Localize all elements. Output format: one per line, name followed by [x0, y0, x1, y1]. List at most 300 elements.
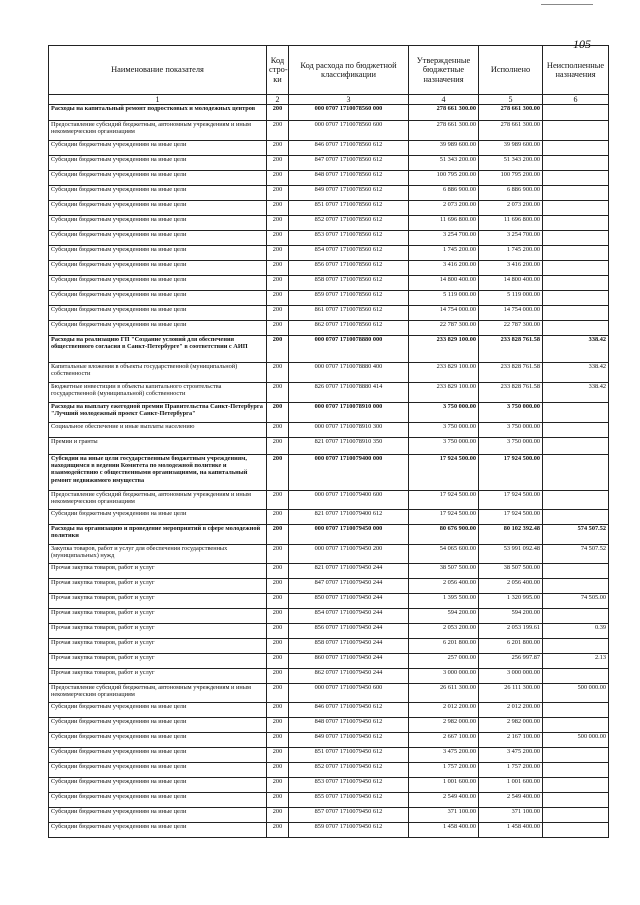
row-expense-code: 000 0707 1710078880 400	[289, 363, 409, 383]
row-unexecuted	[543, 291, 609, 306]
table-row	[49, 579, 609, 594]
row-line-code: 200	[267, 186, 289, 201]
table-row	[49, 216, 609, 231]
row-expense-code: 000 0707 1710078880 000	[289, 336, 409, 363]
row-unexecuted	[543, 491, 609, 510]
row-expense-code: 821 0707 1710078910 350	[289, 438, 409, 455]
row-unexecuted	[543, 201, 609, 216]
column-number: 1	[49, 95, 267, 105]
row-expense-code: 852 0707 1710078560 612	[289, 216, 409, 231]
row-expense-code: 848 0707 1710078560 612	[289, 171, 409, 186]
row-unexecuted	[543, 763, 609, 778]
row-name: Расходы на капитальный ремонт подростковых и молодежных центров	[49, 105, 267, 121]
row-unexecuted	[543, 609, 609, 624]
row-line-code: 200	[267, 793, 289, 808]
row-executed: 233 828 761.58	[479, 383, 543, 403]
table-row	[49, 491, 609, 510]
row-name: Субсидии бюджетным учреждениям на иные цели	[49, 231, 267, 246]
row-unexecuted	[543, 186, 609, 201]
row-line-code: 200	[267, 423, 289, 438]
row-name: Прочая закупка товаров, работ и услуг	[49, 564, 267, 579]
row-approved: 54 065 600.00	[409, 545, 479, 564]
table-row	[49, 669, 609, 684]
row-name: Субсидии бюджетным учреждениям на иные цели	[49, 510, 267, 525]
row-expense-code: 858 0707 1710079450 244	[289, 639, 409, 654]
row-approved: 233 829 100.00	[409, 383, 479, 403]
row-expense-code: 858 0707 1710078560 612	[289, 276, 409, 291]
row-name: Субсидии бюджетным учреждениям на иные цели	[49, 718, 267, 733]
row-executed: 39 989 600.00	[479, 141, 543, 156]
row-unexecuted: 338.42	[543, 363, 609, 383]
row-executed: 3 750 000.00	[479, 423, 543, 438]
row-executed: 1 458 400.00	[479, 823, 543, 838]
row-line-code: 200	[267, 684, 289, 703]
table-row	[49, 121, 609, 141]
row-approved: 6 201 800.00	[409, 639, 479, 654]
row-executed: 2 012 200.00	[479, 703, 543, 718]
row-approved: 1 001 600.00	[409, 778, 479, 793]
row-approved: 5 119 000.00	[409, 291, 479, 306]
row-name: Социальное обеспечение и иные выплаты населению	[49, 423, 267, 438]
row-expense-code: 846 0707 1710079450 612	[289, 703, 409, 718]
row-approved: 233 829 100.00	[409, 336, 479, 363]
row-expense-code: 862 0707 1710078560 612	[289, 321, 409, 336]
row-line-code: 200	[267, 105, 289, 121]
row-line-code: 200	[267, 438, 289, 455]
row-name: Прочая закупка товаров, работ и услуг	[49, 579, 267, 594]
row-expense-code: 862 0707 1710079450 244	[289, 669, 409, 684]
row-line-code: 200	[267, 321, 289, 336]
table-row	[49, 654, 609, 669]
row-executed: 22 787 300.00	[479, 321, 543, 336]
row-expense-code: 860 0707 1710079450 244	[289, 654, 409, 669]
row-name: Субсидии бюджетным учреждениям на иные цели	[49, 171, 267, 186]
table-row	[49, 336, 609, 363]
table-row	[49, 684, 609, 703]
row-expense-code: 851 0707 1710079450 612	[289, 748, 409, 763]
row-line-code: 200	[267, 703, 289, 718]
table-header-row	[49, 46, 609, 95]
row-executed: 6 886 900.00	[479, 186, 543, 201]
row-executed: 1 001 600.00	[479, 778, 543, 793]
row-unexecuted: 338.42	[543, 336, 609, 363]
row-line-code: 200	[267, 545, 289, 564]
table-row	[49, 718, 609, 733]
row-line-code: 200	[267, 201, 289, 216]
row-approved: 2 056 400.00	[409, 579, 479, 594]
row-expense-code: 853 0707 1710079450 612	[289, 778, 409, 793]
row-approved: 1 395 500.00	[409, 594, 479, 609]
row-name: Субсидии на иные цели государственным бюджетным учреждениям, находящимся в ведении Комитета по молодежной политике и взаимодействию с общественными организациями, на капитальный ремонт недвижимого имущества	[49, 455, 267, 491]
row-expense-code: 000 0707 1710078560 600	[289, 121, 409, 141]
header-line-code: Код стро-ки	[267, 46, 289, 95]
row-approved: 257 000.00	[409, 654, 479, 669]
row-executed: 6 201 800.00	[479, 639, 543, 654]
row-line-code: 200	[267, 171, 289, 186]
row-name: Прочая закупка товаров, работ и услуг	[49, 669, 267, 684]
row-name: Предоставление субсидий бюджетным, автономным учреждениям и иным некоммерческим организациям	[49, 684, 267, 703]
column-number: 4	[409, 95, 479, 105]
row-approved: 39 989 600.00	[409, 141, 479, 156]
row-name: Субсидии бюджетным учреждениям на иные цели	[49, 793, 267, 808]
row-expense-code: 847 0707 1710079450 244	[289, 579, 409, 594]
row-executed: 11 696 800.00	[479, 216, 543, 231]
table-row	[49, 778, 609, 793]
row-approved: 2 053 200.00	[409, 624, 479, 639]
row-unexecuted	[543, 246, 609, 261]
row-name: Субсидии бюджетным учреждениям на иные цели	[49, 261, 267, 276]
row-name: Субсидии бюджетным учреждениям на иные цели	[49, 216, 267, 231]
row-name: Капитальные вложения в объекты государственной (муниципальной) собственности	[49, 363, 267, 383]
table-row	[49, 733, 609, 748]
row-line-code: 200	[267, 808, 289, 823]
row-name: Субсидии бюджетным учреждениям на иные цели	[49, 748, 267, 763]
row-approved: 3 750 000.00	[409, 403, 479, 423]
row-name: Субсидии бюджетным учреждениям на иные цели	[49, 763, 267, 778]
row-expense-code: 000 0707 1710079400 600	[289, 491, 409, 510]
row-expense-code: 000 0707 1710078560 000	[289, 105, 409, 121]
row-line-code: 200	[267, 306, 289, 321]
row-executed: 26 111 300.00	[479, 684, 543, 703]
row-executed: 17 924 500.00	[479, 510, 543, 525]
row-approved: 17 924 500.00	[409, 491, 479, 510]
header-indicator-name: Наименование показателя	[49, 46, 267, 95]
row-line-code: 200	[267, 624, 289, 639]
row-unexecuted	[543, 231, 609, 246]
row-line-code: 200	[267, 261, 289, 276]
row-unexecuted	[543, 579, 609, 594]
row-expense-code: 854 0707 1710078560 612	[289, 246, 409, 261]
header-expense-code: Код расхода по бюджетной классификации	[289, 46, 409, 95]
row-line-code: 200	[267, 121, 289, 141]
row-unexecuted	[543, 261, 609, 276]
row-executed: 2 549 400.00	[479, 793, 543, 808]
row-line-code: 200	[267, 403, 289, 423]
row-unexecuted	[543, 718, 609, 733]
row-expense-code: 856 0707 1710078560 612	[289, 261, 409, 276]
row-unexecuted	[543, 423, 609, 438]
table-row	[49, 276, 609, 291]
row-line-code: 200	[267, 156, 289, 171]
row-line-code: 200	[267, 231, 289, 246]
row-unexecuted	[543, 793, 609, 808]
row-unexecuted: 500 000.00	[543, 733, 609, 748]
row-unexecuted	[543, 778, 609, 793]
table-row	[49, 141, 609, 156]
row-approved: 14 800 400.00	[409, 276, 479, 291]
row-unexecuted	[543, 403, 609, 423]
row-name: Субсидии бюджетным учреждениям на иные цели	[49, 703, 267, 718]
row-approved: 3 750 000.00	[409, 423, 479, 438]
row-approved: 594 200.00	[409, 609, 479, 624]
table-row	[49, 545, 609, 564]
header-approved: Утвержденные бюджетные назначения	[409, 46, 479, 95]
row-expense-code: 000 0707 1710078910 000	[289, 403, 409, 423]
row-executed: 5 119 000.00	[479, 291, 543, 306]
row-line-code: 200	[267, 276, 289, 291]
table-row	[49, 510, 609, 525]
table-row	[49, 246, 609, 261]
row-unexecuted	[543, 156, 609, 171]
row-line-code: 200	[267, 525, 289, 545]
row-approved: 51 343 200.00	[409, 156, 479, 171]
row-approved: 80 676 900.00	[409, 525, 479, 545]
row-line-code: 200	[267, 246, 289, 261]
row-expense-code: 859 0707 1710079450 612	[289, 823, 409, 838]
row-line-code: 200	[267, 718, 289, 733]
row-executed: 594 200.00	[479, 609, 543, 624]
row-name: Субсидии бюджетным учреждениям на иные цели	[49, 321, 267, 336]
row-executed: 278 661 300.00	[479, 105, 543, 121]
row-approved: 17 924 500.00	[409, 510, 479, 525]
row-approved: 3 254 700.00	[409, 231, 479, 246]
row-name: Предоставление субсидий бюджетным, автономным учреждениям и иным некоммерческим организациям	[49, 491, 267, 510]
row-name: Расходы на организацию и проведение мероприятий в сфере молодежной политики	[49, 525, 267, 545]
row-line-code: 200	[267, 141, 289, 156]
column-number: 3	[289, 95, 409, 105]
row-approved: 278 661 300.00	[409, 105, 479, 121]
table-row	[49, 594, 609, 609]
row-expense-code: 846 0707 1710078560 612	[289, 141, 409, 156]
row-expense-code: 853 0707 1710078560 612	[289, 231, 409, 246]
row-executed: 1 757 200.00	[479, 763, 543, 778]
table-row	[49, 455, 609, 491]
row-unexecuted	[543, 808, 609, 823]
row-line-code: 200	[267, 510, 289, 525]
row-unexecuted	[543, 216, 609, 231]
row-approved: 6 886 900.00	[409, 186, 479, 201]
row-expense-code: 000 0707 1710079450 000	[289, 525, 409, 545]
row-expense-code: 854 0707 1710079450 244	[289, 609, 409, 624]
row-executed: 38 507 500.00	[479, 564, 543, 579]
row-unexecuted: 74 507.52	[543, 545, 609, 564]
row-executed: 1 745 200.00	[479, 246, 543, 261]
row-unexecuted	[543, 748, 609, 763]
row-name: Субсидии бюджетным учреждениям на иные цели	[49, 246, 267, 261]
row-line-code: 200	[267, 748, 289, 763]
row-approved: 2 012 200.00	[409, 703, 479, 718]
table-row	[49, 793, 609, 808]
row-line-code: 200	[267, 363, 289, 383]
row-name: Субсидии бюджетным учреждениям на иные цели	[49, 823, 267, 838]
row-approved: 38 507 500.00	[409, 564, 479, 579]
row-executed: 371 100.00	[479, 808, 543, 823]
row-approved: 1 757 200.00	[409, 763, 479, 778]
row-approved: 2 549 400.00	[409, 793, 479, 808]
table-row	[49, 808, 609, 823]
row-unexecuted: 2.13	[543, 654, 609, 669]
row-executed: 233 828 761.58	[479, 363, 543, 383]
row-expense-code: 821 0707 1710079450 244	[289, 564, 409, 579]
table-row	[49, 306, 609, 321]
row-unexecuted	[543, 669, 609, 684]
row-expense-code: 851 0707 1710078560 612	[289, 201, 409, 216]
header-executed: Исполнено	[479, 46, 543, 95]
row-approved: 3 750 000.00	[409, 438, 479, 455]
row-line-code: 200	[267, 336, 289, 363]
row-unexecuted	[543, 171, 609, 186]
row-line-code: 200	[267, 654, 289, 669]
row-expense-code: 852 0707 1710079450 612	[289, 763, 409, 778]
table-row	[49, 748, 609, 763]
row-unexecuted	[543, 306, 609, 321]
row-name: Прочая закупка товаров, работ и услуг	[49, 639, 267, 654]
row-executed: 3 254 700.00	[479, 231, 543, 246]
row-line-code: 200	[267, 291, 289, 306]
row-expense-code: 849 0707 1710078560 612	[289, 186, 409, 201]
row-line-code: 200	[267, 669, 289, 684]
row-executed: 2 053 199.61	[479, 624, 543, 639]
row-unexecuted	[543, 510, 609, 525]
row-executed: 3 750 000.00	[479, 438, 543, 455]
row-approved: 2 667 100.00	[409, 733, 479, 748]
row-executed: 2 167 100.00	[479, 733, 543, 748]
row-expense-code: 859 0707 1710078560 612	[289, 291, 409, 306]
row-executed: 53 991 092.48	[479, 545, 543, 564]
row-approved: 11 696 800.00	[409, 216, 479, 231]
row-name: Субсидии бюджетным учреждениям на иные цели	[49, 156, 267, 171]
table-row	[49, 363, 609, 383]
row-expense-code: 857 0707 1710079450 612	[289, 808, 409, 823]
row-name: Премии и гранты	[49, 438, 267, 455]
row-line-code: 200	[267, 763, 289, 778]
row-executed: 2 073 200.00	[479, 201, 543, 216]
column-number: 6	[543, 95, 609, 105]
column-number: 5	[479, 95, 543, 105]
row-line-code: 200	[267, 564, 289, 579]
row-approved: 2 073 200.00	[409, 201, 479, 216]
row-name: Прочая закупка товаров, работ и услуг	[49, 624, 267, 639]
row-name: Субсидии бюджетным учреждениям на иные цели	[49, 141, 267, 156]
row-executed: 80 102 392.48	[479, 525, 543, 545]
row-unexecuted	[543, 455, 609, 491]
table-row	[49, 763, 609, 778]
row-executed: 3 750 000.00	[479, 403, 543, 423]
row-line-code: 200	[267, 609, 289, 624]
row-line-code: 200	[267, 778, 289, 793]
table-row	[49, 403, 609, 423]
row-expense-code: 000 0707 1710078910 300	[289, 423, 409, 438]
row-approved: 233 829 100.00	[409, 363, 479, 383]
row-approved: 3 416 200.00	[409, 261, 479, 276]
row-approved: 371 100.00	[409, 808, 479, 823]
row-executed: 51 343 200.00	[479, 156, 543, 171]
row-executed: 278 661 300.00	[479, 121, 543, 141]
row-unexecuted	[543, 321, 609, 336]
table-row	[49, 624, 609, 639]
table-body	[49, 105, 609, 838]
row-name: Прочая закупка товаров, работ и услуг	[49, 609, 267, 624]
table-row	[49, 639, 609, 654]
header-unexecuted: Неисполненные назначения	[543, 46, 609, 95]
row-line-code: 200	[267, 491, 289, 510]
row-unexecuted: 574 507.52	[543, 525, 609, 545]
table-row	[49, 156, 609, 171]
row-executed: 17 924 500.00	[479, 491, 543, 510]
row-executed: 17 924 500.00	[479, 455, 543, 491]
table-row	[49, 564, 609, 579]
table-row	[49, 321, 609, 336]
row-name: Субсидии бюджетным учреждениям на иные цели	[49, 186, 267, 201]
row-name: Субсидии бюджетным учреждениям на иные цели	[49, 733, 267, 748]
row-line-code: 200	[267, 639, 289, 654]
row-approved: 14 754 000.00	[409, 306, 479, 321]
row-unexecuted	[543, 121, 609, 141]
top-scan-mark	[541, 0, 593, 5]
row-unexecuted	[543, 703, 609, 718]
row-unexecuted	[543, 105, 609, 121]
table-row	[49, 438, 609, 455]
column-number-row	[49, 95, 609, 105]
row-name: Бюджетные инвестиции в объекты капитального строительства государственной (муниципальной) собственности	[49, 383, 267, 403]
row-approved: 278 661 300.00	[409, 121, 479, 141]
row-approved: 1 745 200.00	[409, 246, 479, 261]
row-line-code: 200	[267, 383, 289, 403]
row-executed: 233 828 761.58	[479, 336, 543, 363]
row-executed: 2 056 400.00	[479, 579, 543, 594]
table-row	[49, 186, 609, 201]
row-line-code: 200	[267, 594, 289, 609]
row-unexecuted	[543, 639, 609, 654]
row-executed: 14 754 000.00	[479, 306, 543, 321]
row-line-code: 200	[267, 579, 289, 594]
row-expense-code: 000 0707 1710079400 000	[289, 455, 409, 491]
row-executed: 3 416 200.00	[479, 261, 543, 276]
row-expense-code: 000 0707 1710079450 200	[289, 545, 409, 564]
row-name: Субсидии бюджетным учреждениям на иные цели	[49, 276, 267, 291]
row-unexecuted: 0.39	[543, 624, 609, 639]
row-executed: 14 800 400.00	[479, 276, 543, 291]
budget-table	[48, 45, 609, 838]
row-line-code: 200	[267, 823, 289, 838]
row-line-code: 200	[267, 216, 289, 231]
table-row	[49, 231, 609, 246]
page-number: 105	[573, 37, 591, 51]
row-executed: 256 997.87	[479, 654, 543, 669]
row-expense-code: 856 0707 1710079450 244	[289, 624, 409, 639]
row-unexecuted: 74 505.00	[543, 594, 609, 609]
row-executed: 3 000 000.00	[479, 669, 543, 684]
table-row	[49, 291, 609, 306]
row-line-code: 200	[267, 733, 289, 748]
table-row	[49, 171, 609, 186]
column-number: 2	[267, 95, 289, 105]
row-expense-code: 855 0707 1710079450 612	[289, 793, 409, 808]
row-executed: 2 982 000.00	[479, 718, 543, 733]
row-name: Предоставление субсидий бюджетным, автономным учреждениям и иным некоммерческим организациям	[49, 121, 267, 141]
table-row	[49, 261, 609, 276]
row-approved: 22 787 300.00	[409, 321, 479, 336]
table-row	[49, 823, 609, 838]
row-unexecuted	[543, 141, 609, 156]
row-expense-code: 821 0707 1710079400 612	[289, 510, 409, 525]
row-expense-code: 000 0707 1710079450 600	[289, 684, 409, 703]
row-approved: 100 795 200.00	[409, 171, 479, 186]
table-row	[49, 383, 609, 403]
row-name: Субсидии бюджетным учреждениям на иные цели	[49, 291, 267, 306]
row-expense-code: 826 0707 1710078880 414	[289, 383, 409, 403]
table-row	[49, 201, 609, 216]
row-expense-code: 849 0707 1710079450 612	[289, 733, 409, 748]
row-approved: 1 458 400.00	[409, 823, 479, 838]
row-name: Закупка товаров, работ и услуг для обеспечения государственных (муниципальных) нужд	[49, 545, 267, 564]
row-executed: 3 475 200.00	[479, 748, 543, 763]
row-approved: 3 475 200.00	[409, 748, 479, 763]
row-name: Субсидии бюджетным учреждениям на иные цели	[49, 306, 267, 321]
row-executed: 1 320 995.00	[479, 594, 543, 609]
row-name: Прочая закупка товаров, работ и услуг	[49, 594, 267, 609]
table-row	[49, 703, 609, 718]
